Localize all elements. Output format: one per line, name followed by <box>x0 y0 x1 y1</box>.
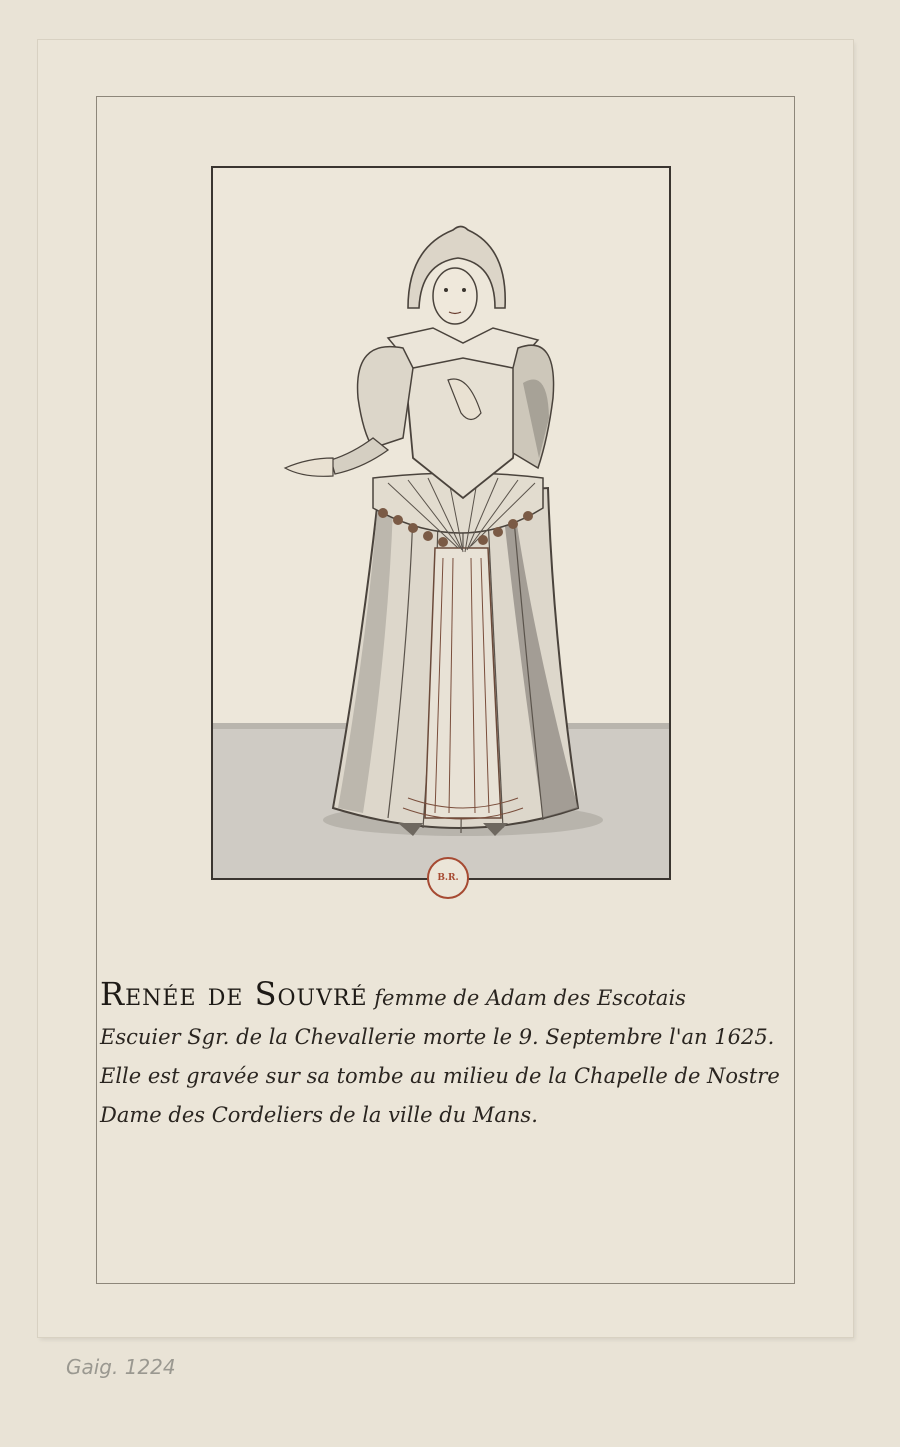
shelfmark: Gaig. 1224 <box>66 1355 176 1379</box>
caption-line-1-rest: femme de Adam des Escotais <box>374 986 686 1010</box>
caption-line-4: Dame des Cordeliers de la ville du Mans. <box>100 1103 538 1127</box>
caption-block <box>100 975 800 1135</box>
sitter-name: Renée de Souvré <box>100 975 368 1013</box>
stamp-text: B.R. <box>437 873 459 883</box>
portrait-plate <box>211 166 671 880</box>
caption-line-1 <box>100 975 800 1018</box>
figure-drawing <box>213 168 669 878</box>
face <box>433 268 477 324</box>
caption-line-2: Escuier Sgr. de la Chevallerie morte le 9. Septembre l'an 1625. <box>100 1025 775 1049</box>
caption-line-3: Elle est gravée sur sa tombe au milieu de la Chapelle de Nostre <box>100 1064 780 1088</box>
library-stamp <box>427 857 469 899</box>
